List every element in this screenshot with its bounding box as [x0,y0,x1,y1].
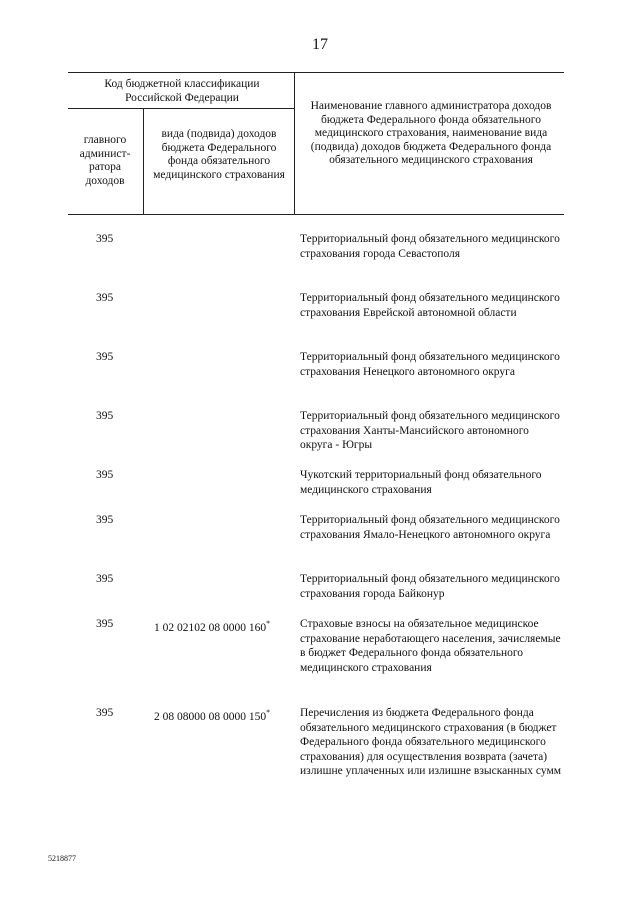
header-bottom-rule [68,214,564,215]
admin-code: 395 [96,233,114,245]
row-name: Территориальный фонд обязательного медицинского страхования города Байконур [300,573,560,600]
income-code: 1 02 02102 08 0000 160* [154,619,271,634]
row-name: Территориальный фонд обязательного медицинского страхования Ненецкого автономного округа [300,351,560,378]
footer-code: 5218877 [48,854,76,863]
header-col-code: вида (подвида) доходов бюджета Федерального фонда обязательного медицинского страхования [153,128,285,181]
row-name: Чукотский территориальный фонд обязательного медицинского страхования [300,469,542,496]
admin-code: 395 [96,514,114,526]
admin-code: 395 [96,573,114,585]
row-name: Территориальный фонд обязательного медицинского страхования города Севастополя [300,233,560,260]
row-name: Территориальный фонд обязательного медицинского страхования Ямало-Ненецкого автономного округа [300,514,560,541]
income-code: 2 08 08000 08 0000 150* [154,708,271,723]
admin-code: 395 [96,469,114,481]
header-col-name: Наименование главного администратора доходов бюджета Федерального фонда обязательного медицинского страхования, наименование вида (подвида) доходов бюджета Федерального фонда обязательного медицинского страхования [310,100,552,166]
header-divider-sub [143,108,144,214]
admin-code: 395 [96,707,114,719]
row-name: Перечисления из бюджета Федерального фонда обязательного медицинского страхования (в бюджет Федерального фонда обязательного медицинского страхования) для осуществления возврата (зачета) излишне уплаченных или излишне взысканных сумм [300,707,562,777]
header-col-admin: главного админист-ратора доходов [79,134,131,187]
header-group-title: Код бюджетной классификации Российской Федерации [104,78,260,104]
page-number: 17 [312,36,328,53]
row-name: Территориальный фонд обязательного медицинского страхования Еврейской автономной области [300,292,560,319]
admin-code: 395 [96,618,114,630]
admin-code: 395 [96,410,114,422]
header-divider-main [294,72,295,214]
admin-code: 395 [96,351,114,363]
row-name: Страховые взносы на обязательное медицинское страхование неработающего населения, зачисляемые в бюджет Федерального фонда обязательного медицинского страхования [300,618,561,674]
header-group-rule [68,108,294,109]
admin-code: 395 [96,292,114,304]
row-name: Территориальный фонд обязательного медицинского страхования Ханты-Мансийского автономного округа - Югры [300,410,560,451]
header-top-rule [68,72,564,73]
